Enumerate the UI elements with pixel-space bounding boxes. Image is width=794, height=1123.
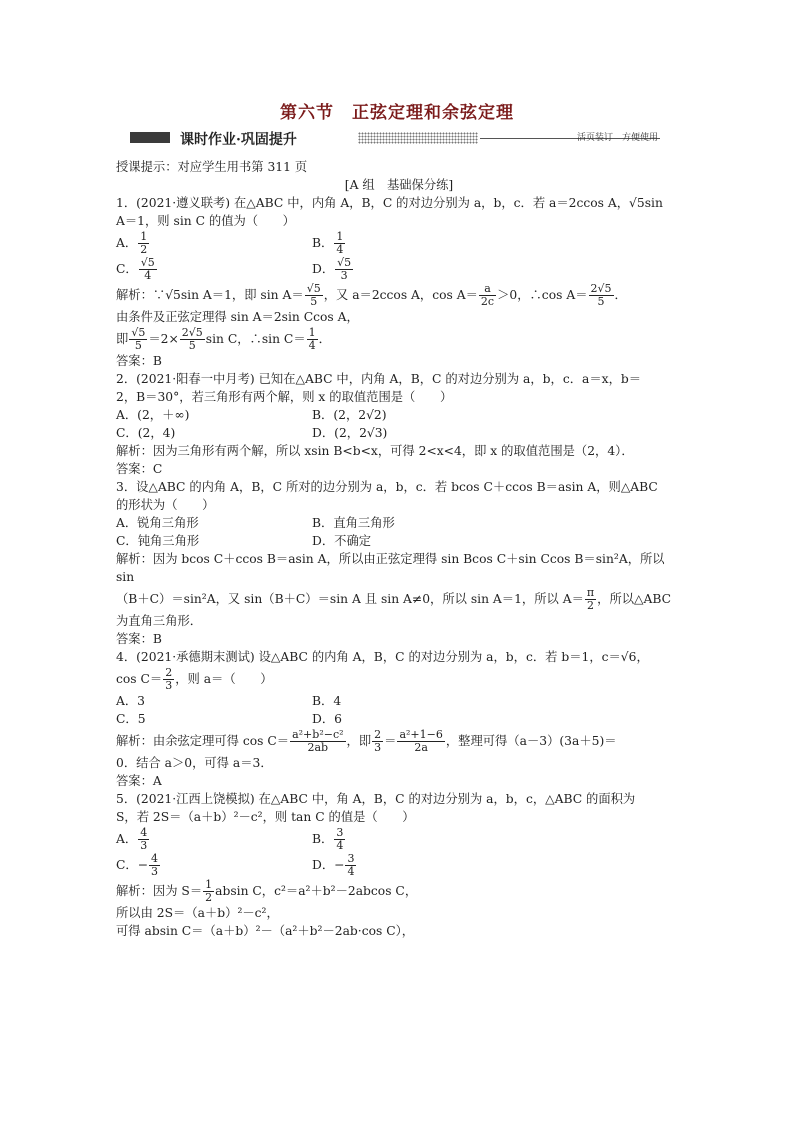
q3-options [116,514,682,550]
banner-label: 课时作业·巩固提升 [180,132,297,148]
q5-stem: 5．(2021·江西上饶模拟) 在△ABC 中，角 A，B，C 的对边分别为 a，b，c，△ABC 的面积为 [116,792,636,806]
q5-solution-3: 可得 absin C＝（a＋b）²－（a²＋b²－2ab·cos C）， [116,924,415,938]
q1-options [116,230,682,282]
banner-block [130,132,170,143]
q4-stem-cont: cos C＝ $\frac{2}{3}$ ，则 a＝（ ） [116,666,273,692]
q1-option-b: B． $\frac{1}{4}$ [312,230,344,256]
q2-option-a: A．(2，＋∞) [116,408,190,422]
q2-stem: 2．(2021·阳春一中月考) 已知在△ABC 中，内角 A，B，C 的对边分别为 a，b，c．a＝x，b＝ [116,372,642,386]
q4-stem: 4．(2021·承德期末测试) 设△ABC 的内角 A，B，C 的对边分别为 a，b，c．若 b＝1，c＝√6， [116,650,649,664]
section-title: 第六节 正弦定理和余弦定理 [280,103,514,123]
q3-option-a: A．锐角三角形 [116,516,199,530]
q3-stem-cont: 的形状为（ ） [116,498,215,512]
q1-option-a: A． $\frac{1}{2}$ [116,230,148,256]
q2-options [116,406,682,442]
q3-option-b: B．直角三角形 [312,516,395,530]
q1-solution-2: 由条件及正弦定理得 sin A＝2sin Ccos A， [116,310,359,324]
q2-stem-cont: 2，B＝30°，若三角形有两个解，则 x 的取值范围是（ ） [116,390,453,404]
q5-option-d: D．− $\frac{3}{4}$ [312,852,355,878]
q1-stem: 1．(2021·遵义联考) 在△ABC 中，内角 A，B，C 的对边分别为 a，b，c．若 a＝2ccos A，√5sin [116,196,663,210]
q4-answer: 答案：A [116,774,162,788]
q3-option-d: D．不确定 [312,534,372,548]
q1-solution-3: 即 $\frac{√5}{5}$ ＝2× $\frac{2√5}{5}$ sin C，∴sin C＝ $\frac{1}{4}$ ． [116,326,331,352]
q5-option-b: B． $\frac{3}{4}$ [312,826,344,852]
q3-solution-1: 解析：因为 bcos C＋ccos B＝asin A，所以由正弦定理得 sin Bcos C＋sin Ccos B＝sin²A，所以 sin [116,552,665,584]
q5-solution-1: 解析：因为 S＝ $\frac{1}{2}$ absin C，c²＝a²＋b²－2abcos C， [116,878,418,904]
q5-solution-2: 所以由 2S＝（a＋b）²－c²， [116,906,279,920]
q2-option-d: D．(2，2√3) [312,426,388,440]
q1-answer: 答案：B [116,354,162,368]
q4-solution-1: 解析：由余弦定理可得 cos C＝ $\frac{\text{a²+b²−c²}}{2ab}$ ，即 $\frac{2}{3}$ ＝ $\frac{\text{a²+1−6}}{2a}$ ，整理可得（a－3）(3a＋5)＝ [116,728,617,754]
q5-option-a: A． $\frac{4}{3}$ [116,826,148,852]
q2-option-c: C．(2，4) [116,426,176,440]
q3-solution-2: （B＋C）＝sin²A，又 sin（B＋C）＝sin A 且 sin A≠0，所以 sin A＝1，所以 A＝ $\frac{\pi}{2}$ ，所以△ABC [116,586,672,612]
q4-options [116,692,682,728]
q2-solution: 解析：因为三角形有两个解，所以 xsin B<b<x，可得 2<x<4，即 x 的取值范围是（2，4）． [116,444,634,458]
q3-answer: 答案：B [116,632,162,646]
q4-solution-2: 0．结合 a＞0，可得 a＝3． [116,756,273,770]
q1-option-c: C． $\frac{√5}{4}$ [116,256,155,282]
q4-option-c: C．5 [116,712,146,726]
q3-option-c: C．钝角三角形 [116,534,200,548]
banner-note: 活页装订 方便使用 [576,133,658,143]
q1-option-d: D． $\frac{√5}{3}$ [312,256,352,282]
q2-answer: 答案：C [116,462,163,476]
banner [130,129,664,147]
q1-solution-1: 解析：∵√5sin A＝1，即 sin A＝ $\frac{√5}{5}$ ，又 a＝2ccos A，cos A＝ $\frac{a}{2c}$ ＞0，∴cos A＝ $\frac{2√5}{5}$ ． [116,282,627,308]
banner-dots [358,132,478,144]
q1-stem-cont: A＝1，则 sin C 的值为（ ） [116,214,295,228]
q3-stem: 3．设△ABC 的内角 A，B，C 所对的边分别为 a，b，c．若 bcos C＋ccos B＝asin A，则△ABC [116,480,658,494]
group-title: [A 组 基础保分练] [344,178,454,192]
q4-option-d: D．6 [312,712,342,726]
q5-stem-cont: S，若 2S＝（a＋b）²－c²，则 tan C 的值是（ ） [116,810,415,824]
content [116,158,682,940]
q2-option-b: B．(2，2√2) [312,408,387,422]
teaching-tip: 授课提示：对应学生用书第 311 页 [116,160,308,174]
q5-option-c: C．− $\frac{4}{3}$ [116,852,159,878]
q5-options [116,826,682,878]
q4-option-b: B．4 [312,694,342,708]
q3-solution-3: 为直角三角形． [116,614,203,628]
q4-option-a: A．3 [116,694,146,708]
